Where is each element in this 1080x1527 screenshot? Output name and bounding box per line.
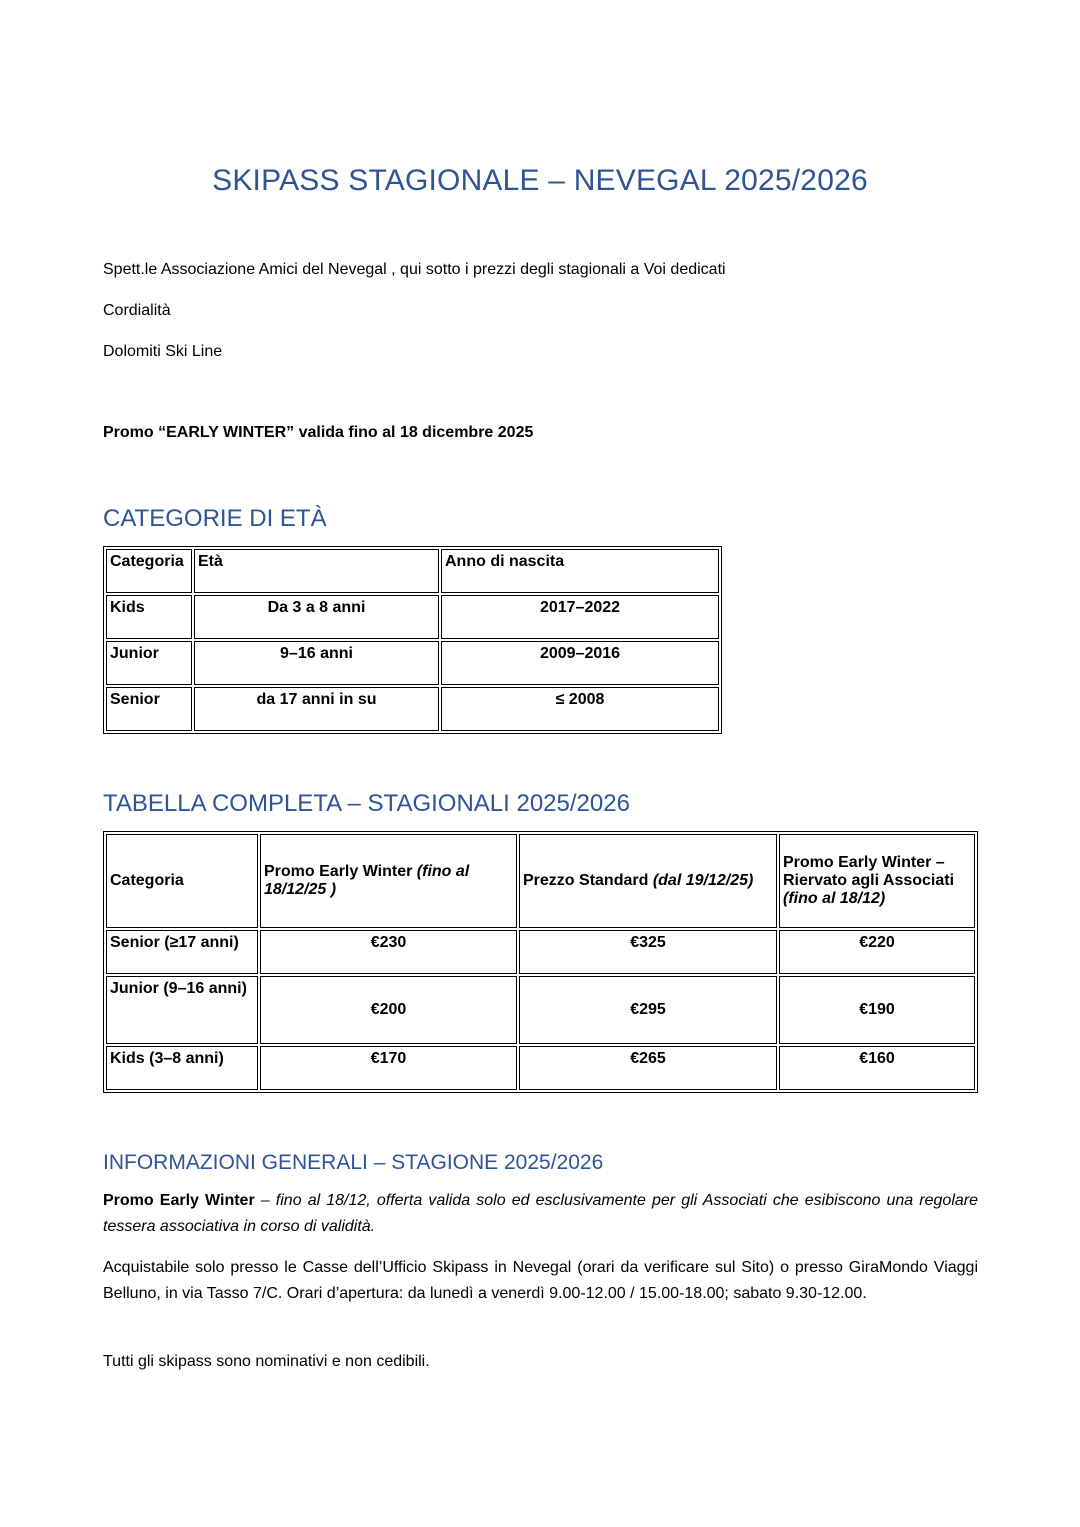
table-row <box>106 976 975 1044</box>
header-label: Promo Early Winter – Riervato agli Associati <box>783 854 955 889</box>
cell-standard: €295 <box>519 976 777 1044</box>
age-categories-table <box>103 546 722 734</box>
header-cell-anno: Anno di nascita <box>441 549 719 593</box>
header-note: (dal 19/12/25) <box>652 872 754 889</box>
table-row <box>106 1046 975 1090</box>
header-label: Prezzo Standard <box>523 872 653 889</box>
cell-categoria: Junior <box>106 641 192 685</box>
header-cell-categoria: Categoria <box>106 549 192 593</box>
header-label: Promo Early Winter <box>264 863 417 880</box>
header-cell-categoria: Categoria <box>106 834 258 928</box>
header-cell-eta: Età <box>194 549 439 593</box>
intro-closing: Cordialità <box>103 302 171 319</box>
cell-promo: €230 <box>260 930 517 974</box>
cell-categoria: Kids (3–8 anni) <box>106 1046 258 1090</box>
header-cell-prezzo-standard <box>519 834 777 928</box>
document-title: SKIPASS STAGIONALE – NEVEGAL 2025/2026 <box>212 164 868 197</box>
cell-associati: €160 <box>779 1046 975 1090</box>
table-header-row <box>106 834 975 928</box>
cell-anno: 2009–2016 <box>441 641 719 685</box>
price-table-heading: TABELLA COMPLETA – STAGIONALI 2025/2026 <box>103 790 630 817</box>
header-cell-promo-associati <box>779 834 975 928</box>
cell-anno: 2017–2022 <box>441 595 719 639</box>
price-table <box>103 831 978 1093</box>
table-row <box>106 641 719 685</box>
table-header-row <box>106 549 719 593</box>
general-info-promo-paragraph <box>103 1188 978 1240</box>
cell-associati: €220 <box>779 930 975 974</box>
cell-anno: ≤ 2008 <box>441 687 719 731</box>
cell-standard: €325 <box>519 930 777 974</box>
cell-promo: €200 <box>260 976 517 1044</box>
table-row <box>106 687 719 731</box>
cell-associati: €190 <box>779 976 975 1044</box>
cell-categoria: Kids <box>106 595 192 639</box>
cell-eta: 9–16 anni <box>194 641 439 685</box>
general-info-nominative-paragraph: Tutti gli skipass sono nominativi e non cedibili. <box>103 1353 430 1370</box>
header-cell-promo-early-winter <box>260 834 517 928</box>
cell-categoria: Junior (9–16 anni) <box>106 976 258 1044</box>
promo-description: – fino al 18/12, offerta valida solo ed esclusivamente per gli Associati che esibiscono una regolare tessera associativa in corso di validità. <box>103 1192 978 1235</box>
promo-notice: Promo “EARLY WINTER” valida fino al 18 dicembre 2025 <box>103 424 534 441</box>
table-row <box>106 930 975 974</box>
header-note: (fino al 18/12/25 ) <box>264 863 470 898</box>
cell-categoria: Senior (≥17 anni) <box>106 930 258 974</box>
intro-greeting: Spett.le Associazione Amici del Nevegal , qui sotto i prezzi degli stagionali a Voi dedicati <box>103 261 726 278</box>
promo-label: Promo Early Winter <box>103 1192 255 1209</box>
cell-eta: Da 3 a 8 anni <box>194 595 439 639</box>
general-info-heading: INFORMAZIONI GENERALI – STAGIONE 2025/2026 <box>103 1151 604 1174</box>
cell-categoria: Senior <box>106 687 192 731</box>
cell-eta: da 17 anni in su <box>194 687 439 731</box>
cell-promo: €170 <box>260 1046 517 1090</box>
cell-standard: €265 <box>519 1046 777 1090</box>
table-row <box>106 595 719 639</box>
age-categories-heading: CATEGORIE DI ETÀ <box>103 505 327 532</box>
general-info-purchase-paragraph: Acquistabile solo presso le Casse dell’Ufficio Skipass in Nevegal (orari da verificare sul Sito) o presso GiraMondo Viaggi Belluno, in via Tasso 7/C. Orari d’apertura: da lunedì a venerdì 9.00-12.00 / 15.00-18.00; sabato 9.30-12.00. <box>103 1259 978 1302</box>
intro-signature: Dolomiti Ski Line <box>103 343 223 360</box>
header-note: (fino al 18/12) <box>783 890 886 907</box>
